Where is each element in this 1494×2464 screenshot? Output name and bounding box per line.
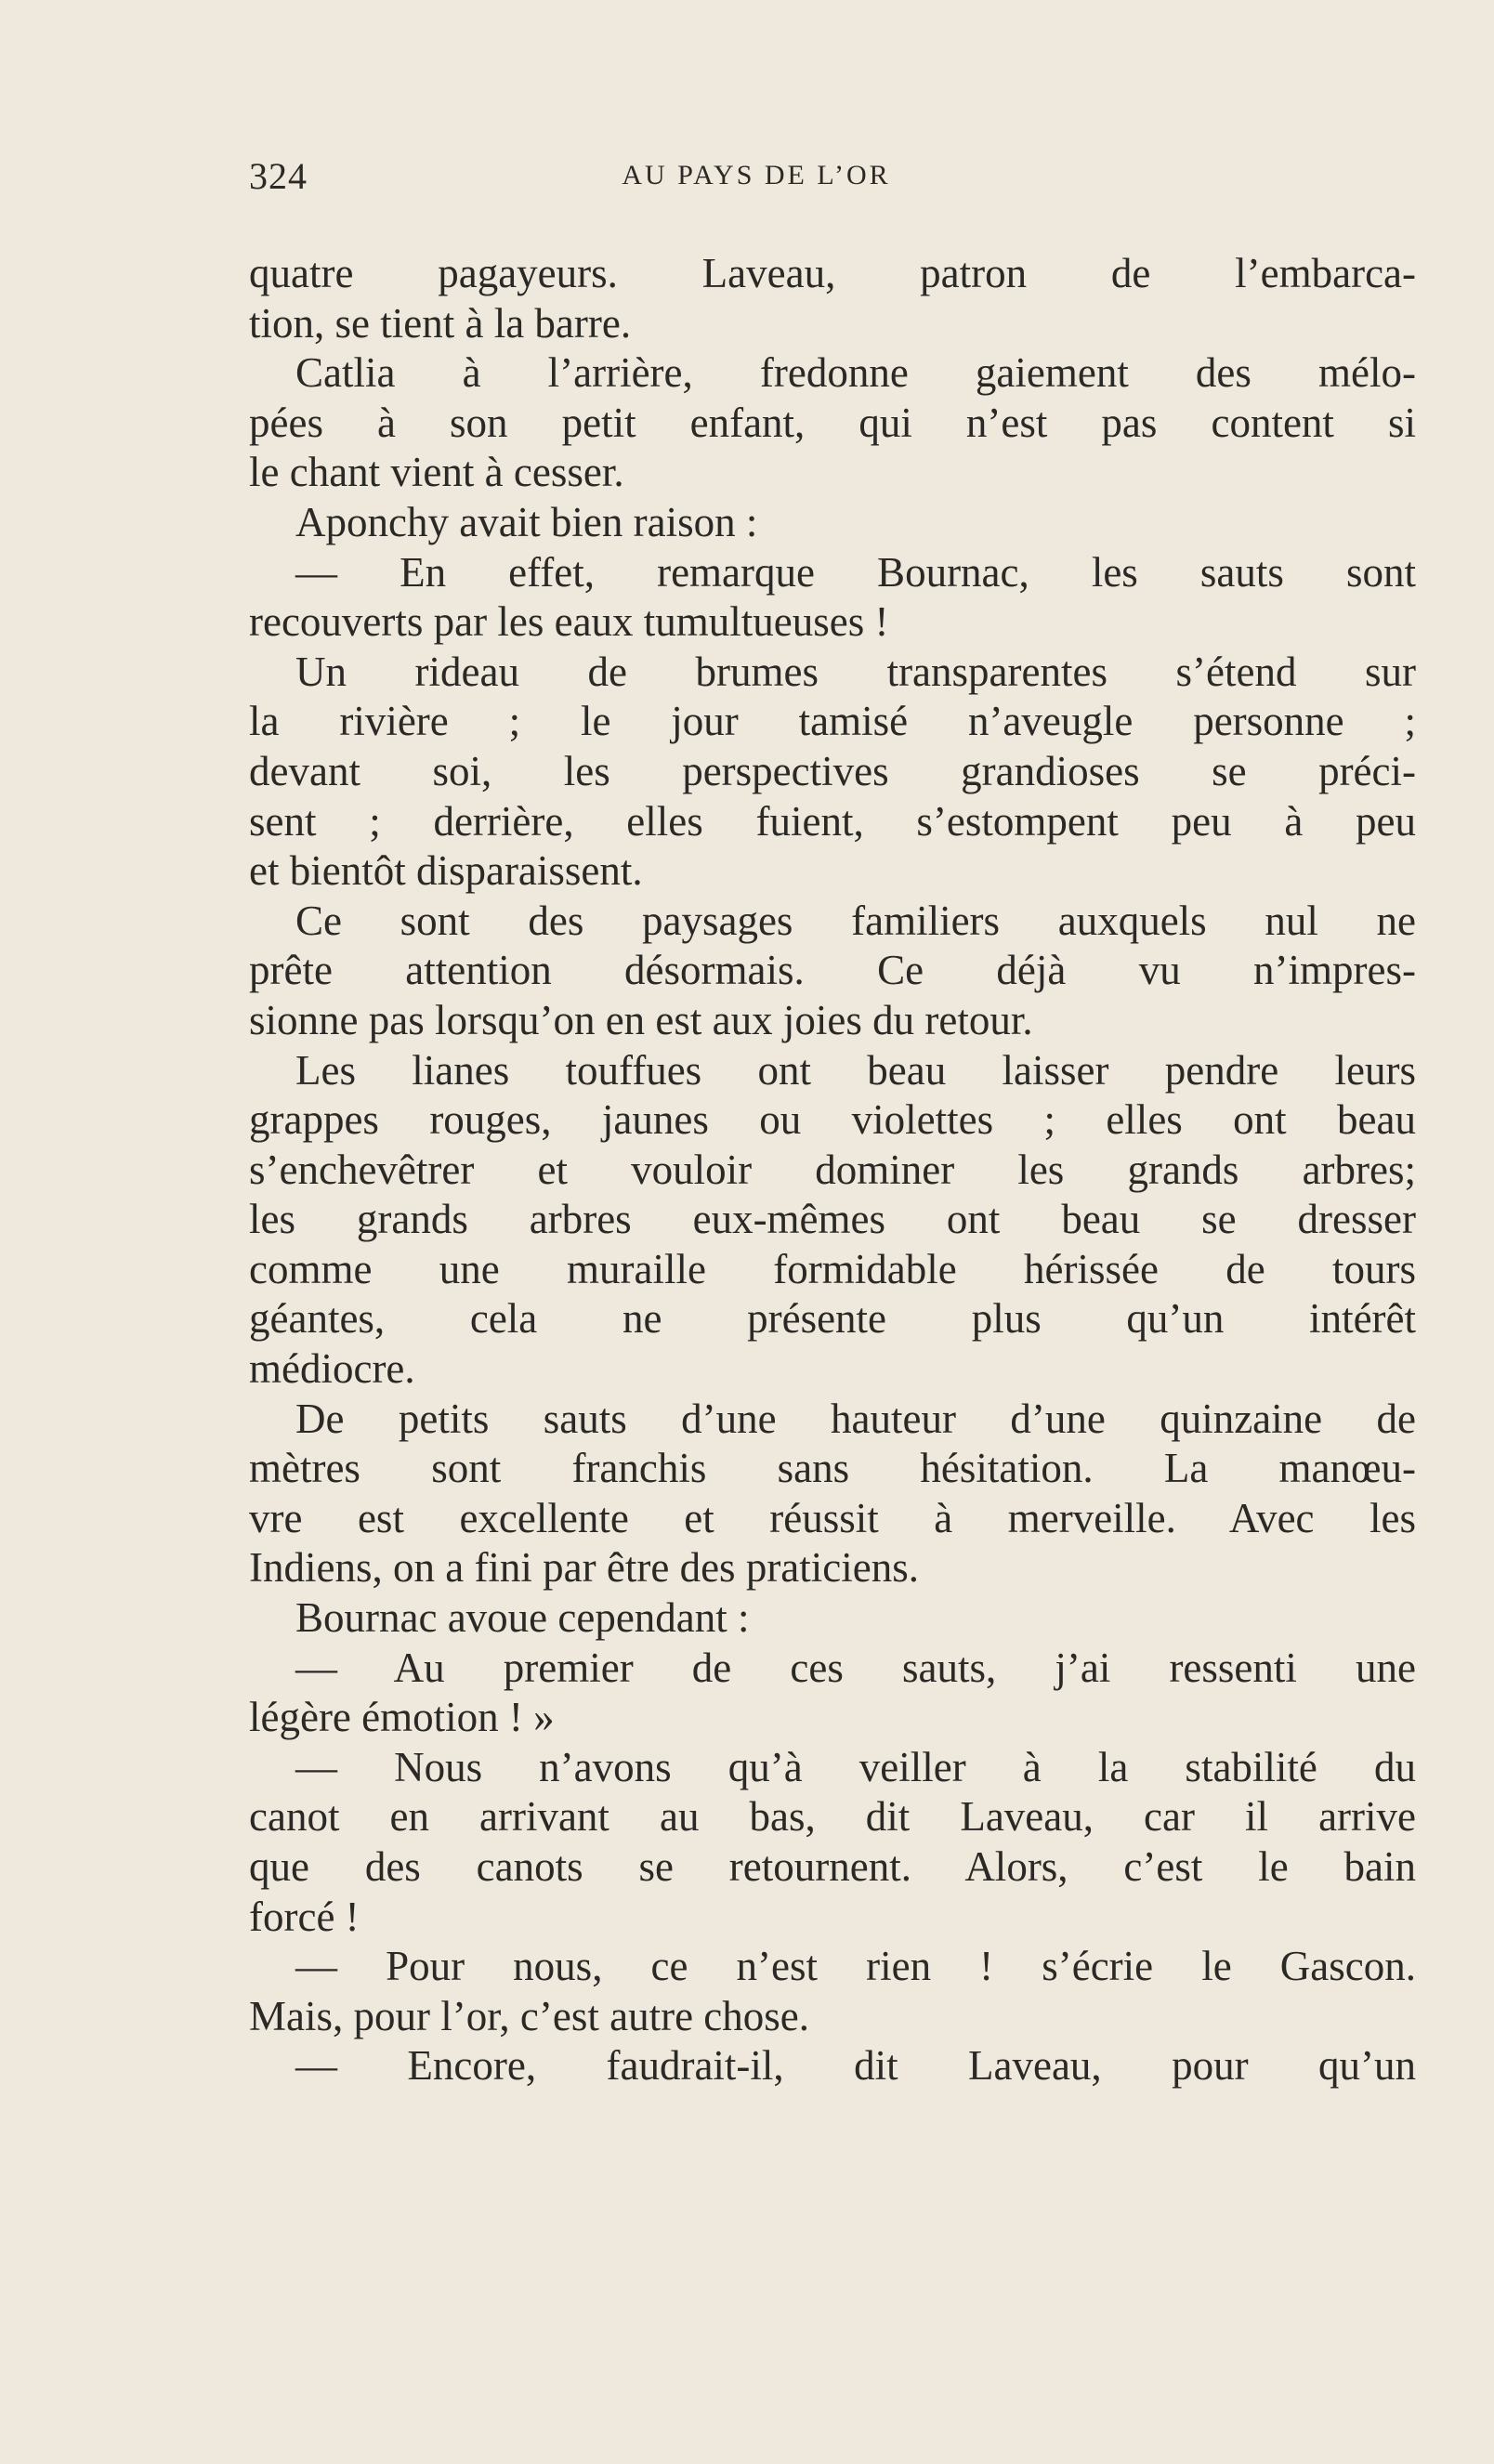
text-line: forcé ! [249,1893,360,1940]
text-line: canot en arrivant au bas, dit Laveau, car il arrive [249,1793,1416,1841]
text-line: tion, se tient à la barre. [249,299,632,347]
page-header [249,154,1416,206]
text-line: vre est excellente et réussit à merveille. Avec les [249,1494,1416,1541]
text-line: — En effet, remarque Bournac, les sauts sont [295,548,1416,596]
text-line: recouverts par les eaux tumultueuses ! [249,598,889,646]
text-line: mètres sont franchis sans hésitation. La manœu- [249,1445,1416,1492]
text-line: Les lianes touffues ont beau laisser pendre leurs [295,1046,1416,1094]
text-line: géantes, cela ne présente plus qu’un intérêt [249,1295,1416,1343]
body-text [249,249,1416,2091]
text-line: Indiens, on a fini par être des praticiens. [249,1544,919,1592]
text-line: comme une muraille formidable hérissée de tours [249,1245,1416,1292]
text-line: s’enchevêtrer et vouloir dominer les grands arbres; [249,1146,1416,1193]
text-line: Bournac avoue cependant : [295,1594,750,1642]
text-line: sent ; derrière, elles fuient, s’estompent peu à peu [249,797,1416,845]
text-line: — Au premier de ces sauts, j’ai ressenti une [295,1644,1416,1691]
text-line: légère émotion ! » [249,1694,555,1741]
text-line: devant soi, les perspectives grandioses se préci- [249,747,1416,794]
text-line: Catlia à l’arrière, fredonne gaiement des mélo- [295,349,1416,397]
text-line: le chant vient à cesser. [249,449,624,496]
text-line: prête attention désormais. Ce déjà vu n’impres- [249,947,1416,994]
text-line: Aponchy avait bien raison : [295,498,758,545]
running-title: AU PAYS DE L’OR [622,160,891,190]
text-line: et bientôt disparaissent. [249,847,643,895]
text-line: — Pour nous, ce n’est rien ! s’écrie le Gascon. [295,1943,1416,1990]
text-line: Mais, pour l’or, c’est autre chose. [249,1992,809,2039]
text-line: sionne pas lorsqu’on en est aux joies du retour. [249,996,1033,1043]
text-line: — Encore, faudrait-il, dit Laveau, pour qu’un [295,2042,1416,2090]
text-line: — Nous n’avons qu’à veiller à la stabilité du [295,1743,1416,1790]
text-line: Un rideau de brumes transparentes s’étend sur [295,648,1416,695]
text-line: que des canots se retournent. Alors, c’est le bain [249,1843,1416,1890]
text-line: De petits sauts d’une hauteur d’une quinzaine de [295,1395,1416,1442]
text-line: la rivière ; le jour tamisé n’aveugle personne ; [249,698,1416,745]
text-line: pées à son petit enfant, qui n’est pas content si [249,399,1416,446]
text-line: quatre pagayeurs. Laveau, patron de l’embarca- [249,250,1416,296]
page-number: 324 [249,155,308,197]
text-line: les grands arbres eux-mêmes ont beau se dresser [249,1196,1416,1243]
text-line: Ce sont des paysages familiers auxquels nul ne [295,897,1416,944]
text-line: médiocre. [249,1345,415,1393]
text-line: grappes rouges, jaunes ou violettes ; elles ont beau [249,1096,1416,1144]
